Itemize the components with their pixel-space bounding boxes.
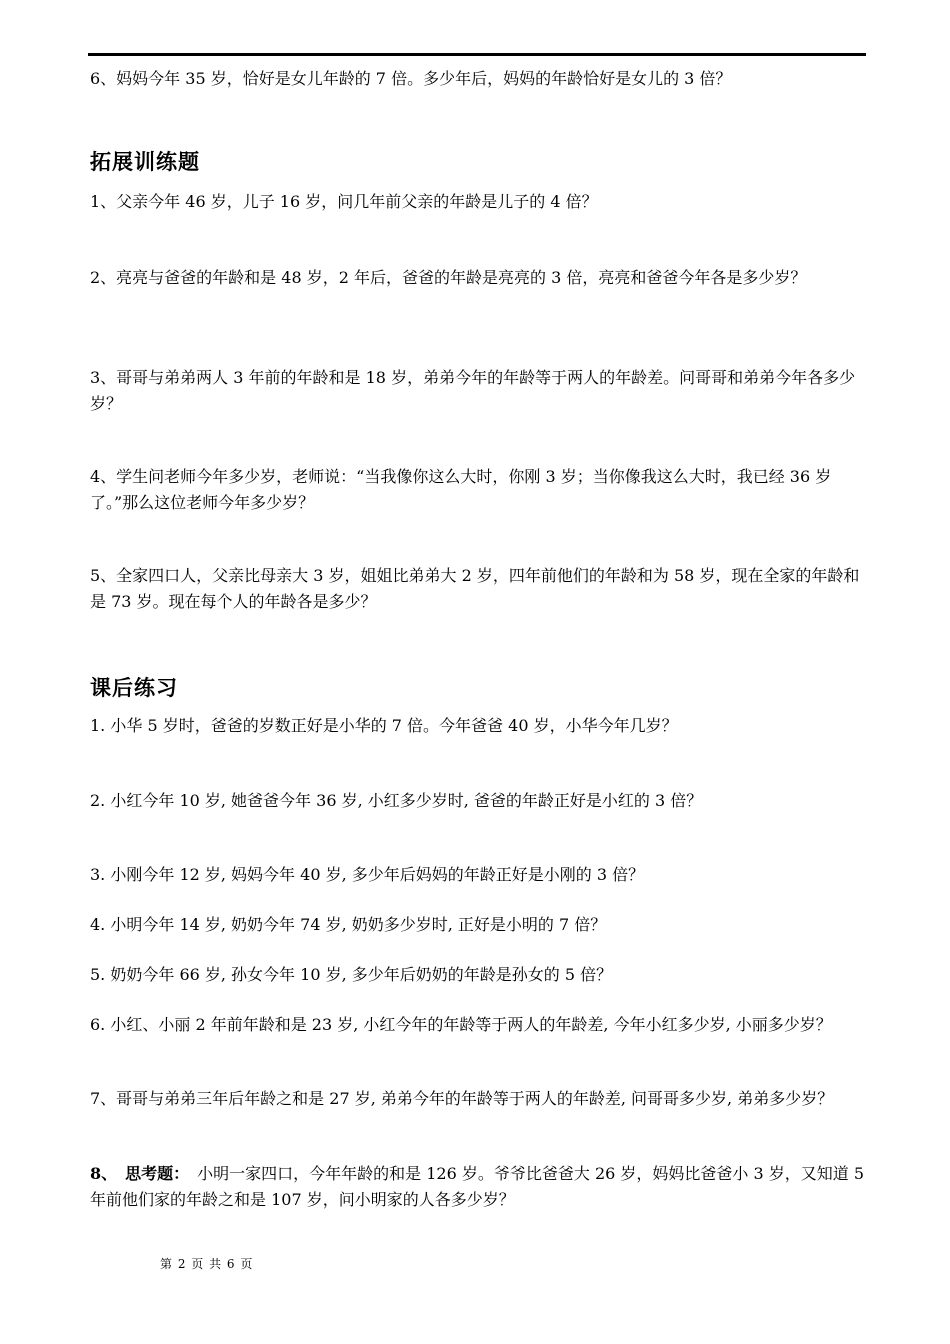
extension-question-3: 3、哥哥与弟弟两人 3 年前的年龄和是 18 岁，弟弟今年的年龄等于两人的年龄差。问哥哥和弟弟今年各多少岁？ [90, 368, 856, 413]
homework-question-3: 3. 小刚今年 12 岁, 妈妈今年 40 岁, 多少年后妈妈的年龄正好是小刚的 3 倍？ [90, 865, 645, 884]
extension-question-2: 2、亮亮与爸爸的年龄和是 48 岁，2 年后，爸爸的年龄是亮亮的 3 倍，亮亮和爸爸今年各是多少岁？ [90, 268, 807, 287]
extension-question-4: 4、学生问老师今年多少岁，老师说：“当我像你这么大时，你刚 3 岁；当你像我这么大时，我已经 36 岁了。”那么这位老师今年多少岁？ [90, 467, 832, 512]
extension-question-1: 1、父亲今年 46 岁，儿子 16 岁，问几年前父亲的年龄是儿子的 4 倍？ [90, 192, 598, 211]
homework-question-4: 4. 小明今年 14 岁, 奶奶今年 74 岁, 奶奶多少岁时, 正好是小明的 7 倍？ [90, 915, 607, 934]
homework-question-2: 2. 小红今年 10 岁, 她爸爸今年 36 岁, 小红多少岁时, 爸爸的年龄正好是小红的 3 倍？ [90, 791, 703, 810]
homework-question-1: 1. 小华 5 岁时，爸爸的岁数正好是小华的 7 倍。今年爸爸 40 岁，小华今年几岁？ [90, 716, 678, 735]
homework-question-7: 7、哥哥与弟弟三年后年龄之和是 27 岁, 弟弟今年的年龄等于两人的年龄差, 问哥哥多少岁, 弟弟多少岁？ [90, 1089, 834, 1108]
page-footer: 第 2 页 共 6 页 [160, 1257, 254, 1271]
section-title-extension: 拓展训练题 [90, 150, 200, 174]
homework-question-6: 6. 小红、小丽 2 年前年龄和是 23 岁, 小红今年的年龄等于两人的年龄差, 今年小红多少岁, 小丽多少岁？ [90, 1015, 832, 1034]
homework-question-5: 5. 奶奶今年 66 岁, 孙女今年 10 岁, 多少年后奶奶的年龄是孙女的 5 倍？ [90, 965, 613, 984]
thinking-question-8 [90, 1161, 865, 1213]
extension-question-5: 5、全家四口人，父亲比母亲大 3 岁，姐姐比弟弟大 2 岁，四年前他们的年龄和为 58 岁，现在全家的年龄和是 73 岁。现在每个人的年龄各是多少？ [90, 566, 860, 611]
thinking-question-label: 8、 思考题： [90, 1164, 182, 1183]
top-rule [88, 53, 866, 56]
section-title-homework: 课后练习 [90, 676, 178, 700]
thinking-question-text: 小明一家四口，今年年龄的和是 126 岁。爷爷比爸爸大 26 岁，妈妈比爸爸小 3 岁，又知道 5 年前他们家的年龄之和是 107 岁，问小明家的人各多少岁？ [90, 1164, 865, 1209]
question-6: 6、妈妈今年 35 岁，恰好是女儿年龄的 7 倍。多少年后，妈妈的年龄恰好是女儿的 3 倍？ [90, 69, 732, 88]
